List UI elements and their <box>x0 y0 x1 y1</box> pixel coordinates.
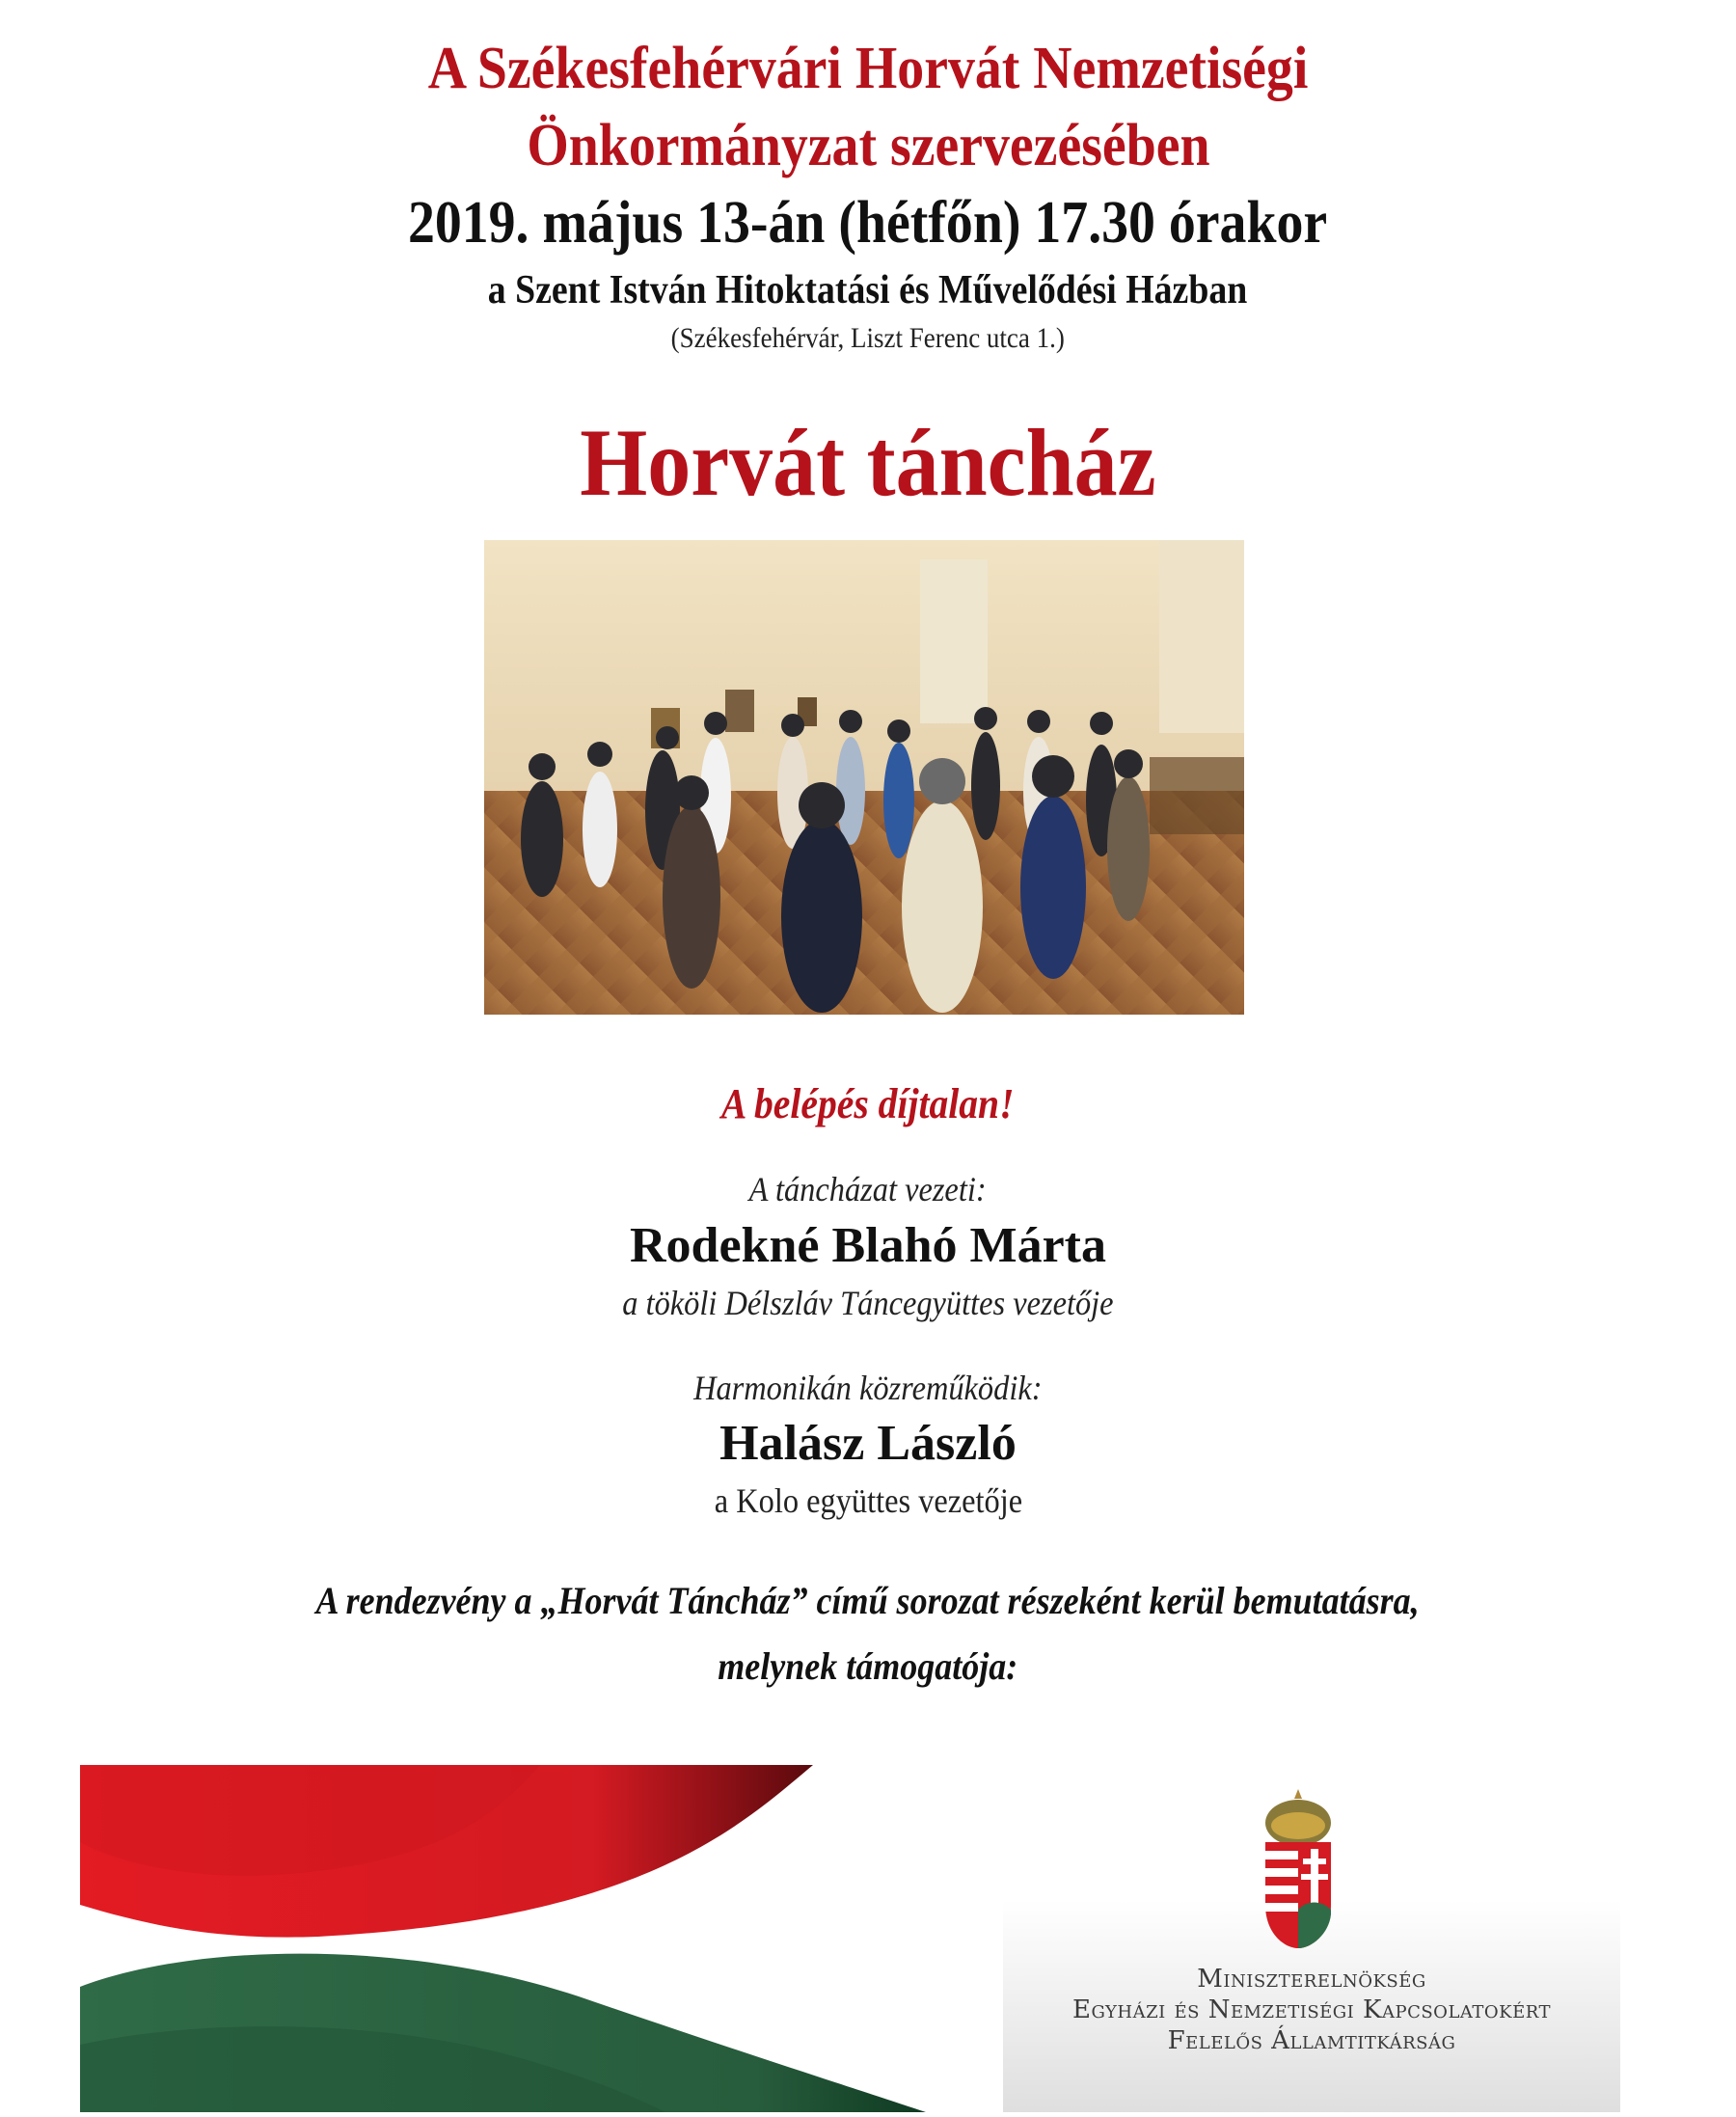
leader-label: A táncházat vezeti: <box>749 1170 987 1208</box>
admission-free-note: A belépés díjtalan! <box>721 1080 1015 1127</box>
series-note-line-2: melynek támogatója: <box>718 1644 1018 1688</box>
event-title: Horvát táncház <box>580 409 1156 516</box>
event-venue: a Szent István Hitoktatási és Művelődési Házban <box>488 268 1248 312</box>
musician-name: Halász László <box>719 1416 1017 1471</box>
leader-role: a tököli Délszláv Táncegyüttes vezetője <box>622 1284 1114 1322</box>
sponsor-line-1: Miniszterelnökség <box>1197 1965 1426 1994</box>
circle-dance-photo <box>484 540 1244 1015</box>
event-date-time: 2019. május 13-án (hétfőn) 17.30 órakor <box>408 190 1328 256</box>
hungarian-coat-of-arms-icon <box>1254 1789 1343 1948</box>
musician-label: Harmonikán közreműködik: <box>693 1369 1043 1407</box>
sponsor-line-3: Felelős Államtitkárság <box>1167 2026 1456 2055</box>
photo-image <box>484 540 1244 1015</box>
sponsor-text <box>1003 1964 1620 2056</box>
organizer-line-1: A Székesfehérvári Horvát Nemzetiségi <box>427 36 1309 101</box>
series-note-line-1: A rendezvény a „Horvát Táncház” című sorozat részeként kerül bemutatásra, <box>315 1579 1421 1622</box>
organizer-line-2: Önkormányzat szervezésében <box>526 113 1210 178</box>
event-address: (Székesfehérvár, Liszt Ferenc utca 1.) <box>670 322 1066 354</box>
leader-name: Rodekné Blahó Márta <box>630 1218 1106 1273</box>
musician-role: a Kolo együttes vezetője <box>714 1481 1022 1520</box>
sponsor-line-2: Egyházi és Nemzetiségi Kapcsolatokért <box>1072 1995 1551 2024</box>
